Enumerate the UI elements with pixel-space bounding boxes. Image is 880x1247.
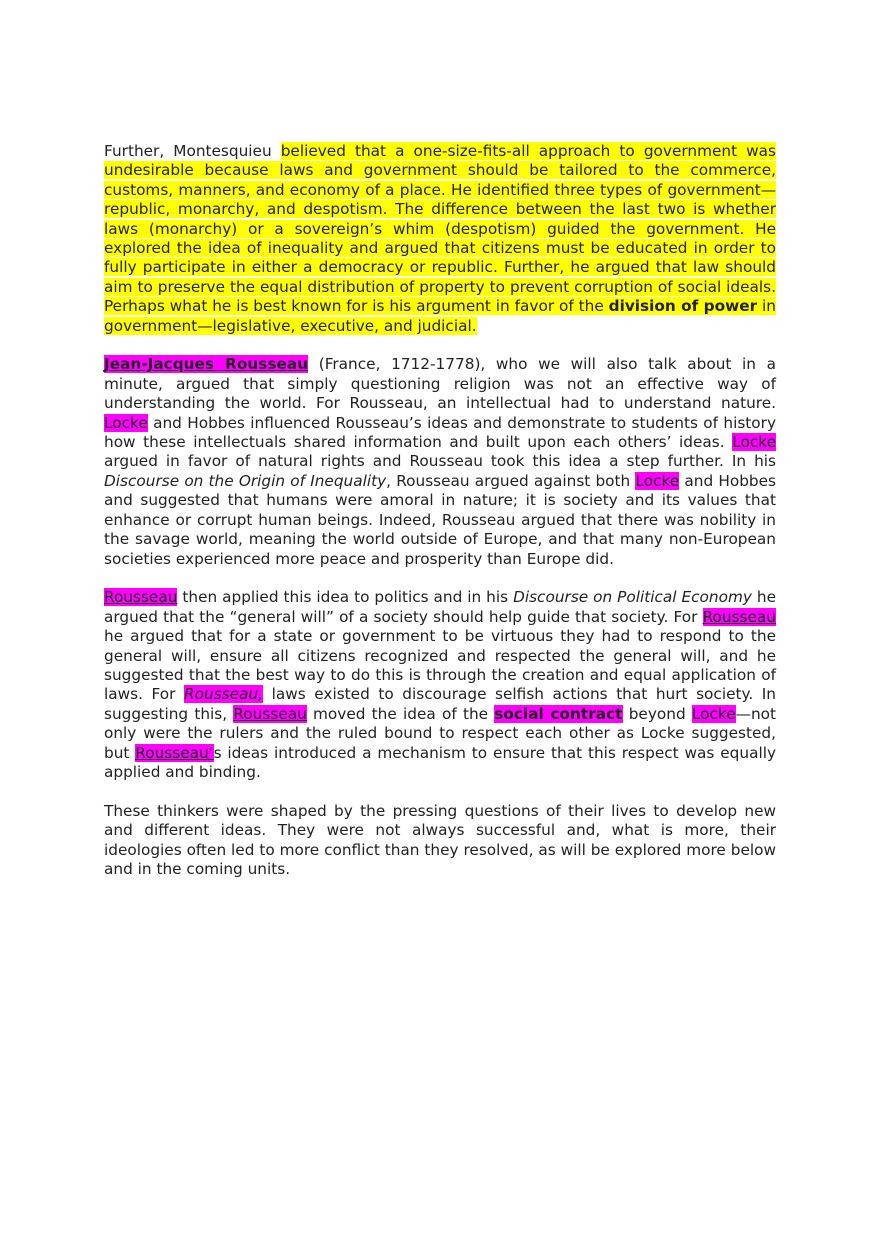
name-highlight-jean-jacques-rousseau: Jean-Jacques Rousseau bbox=[104, 355, 309, 374]
paragraph-rousseau-intro bbox=[104, 355, 776, 568]
text-run: and Hobbes and suggested that humans were amoral in nature; it is society and its values that enhance or corrupt human beings. Indeed, Rousseau argued that there was nobility in the savage world, meaning the world outside of Europe, and that many non-European societies experienced more peace and prosperity than Europe did. bbox=[104, 471, 777, 568]
paragraph-lead-text: Further, Montesquieu bbox=[104, 142, 281, 160]
text-run: (France, 1712-1778), who we will also talk about in a minute, argued that simply questioning religion was not an effective way of understanding the world. For Rousseau, an intellectual had to understand nature. bbox=[104, 355, 776, 413]
text-run: he argued that the “general will” of a society should help guide that society. For bbox=[104, 588, 777, 626]
paragraph-general-will bbox=[104, 588, 776, 782]
yellow-highlight bbox=[104, 142, 776, 335]
paragraph-montesquieu bbox=[104, 142, 776, 336]
document-body bbox=[104, 142, 776, 899]
name-highlight-locke: Locke bbox=[104, 413, 148, 432]
name-highlight-locke: Locke bbox=[732, 433, 776, 452]
text-run: and Hobbes influenced Rousseau’s ideas and demonstrate to students of history how these intellectuals shared information and built upon each others’ ideas. bbox=[104, 413, 776, 452]
name-highlight-rousseau: Rousseau’ bbox=[135, 743, 214, 762]
text-run: —not only were the rulers and the ruled bound to respect each other as Locke suggested, but bbox=[104, 704, 777, 762]
text-run: he argued that for a state or government to be virtuous they had to respond to the general will, ensure all citizens recognized and respected the general will, and he suggested that the best way to do this is through the creation and equal application of laws. For bbox=[104, 627, 776, 704]
book-title-political-economy: Discourse on Political Economy bbox=[513, 588, 752, 607]
term-highlight-social-contract: social contract bbox=[494, 704, 623, 723]
book-title-inequality: Discourse on the Origin of Inequality bbox=[104, 471, 387, 490]
bold-term-division-of-power: division of power bbox=[608, 297, 758, 316]
text-run: moved the idea of the bbox=[306, 704, 495, 723]
name-highlight-locke: Locke bbox=[635, 471, 680, 490]
name-highlight-locke: Locke bbox=[691, 704, 736, 723]
name-highlight-rousseau: Rousseau bbox=[233, 704, 307, 723]
name-highlight-rousseau: Rousseau bbox=[104, 588, 178, 607]
text-run: laws existed to discourage selfish actions that hurt society. In suggesting this, bbox=[104, 685, 776, 723]
name-highlight-rousseau-italic: Rousseau, bbox=[184, 685, 263, 704]
text-run: s ideas introduced a mechanism to ensure that this respect was equally applied and binding. bbox=[104, 743, 776, 781]
text-run: argued in favor of natural rights and Rousseau took this idea a step further. In his bbox=[104, 452, 776, 471]
highlighted-text-end: in government—legislative, executive, and judicial. bbox=[104, 297, 776, 335]
name-highlight-rousseau: Rousseau bbox=[702, 607, 776, 626]
text-run: , Rousseau argued against both bbox=[386, 471, 636, 490]
text-run: then applied this idea to politics and in his bbox=[177, 588, 514, 607]
paragraph-conclusion: These thinkers were shaped by the pressing questions of their lives to develop new and different ideas. They were not always successful and, what is more, their ideologies often led to more conflict than they resolved, as will be explored more below and in the coming units. bbox=[104, 801, 776, 878]
text-run: beyond bbox=[622, 704, 692, 723]
highlighted-text: believed that a one-size-fits-all approach to government was undesirable because laws and government should be tailored to the commerce, customs, manners, and economy of a place. He identified three types of government—republic, monarchy, and despotism. The difference between the last two is whether laws (monarchy) or a sovereign’s whim (despotism) guided the government. He explored the idea of inequality and argued that citizens must be educated in order to fully participate in either a democracy or republic. Further, he argued that law should aim to preserve the equal distribution of property to prevent corruption of social ideals. Perhaps what he is best known for is his argument in favor of the bbox=[104, 142, 776, 316]
